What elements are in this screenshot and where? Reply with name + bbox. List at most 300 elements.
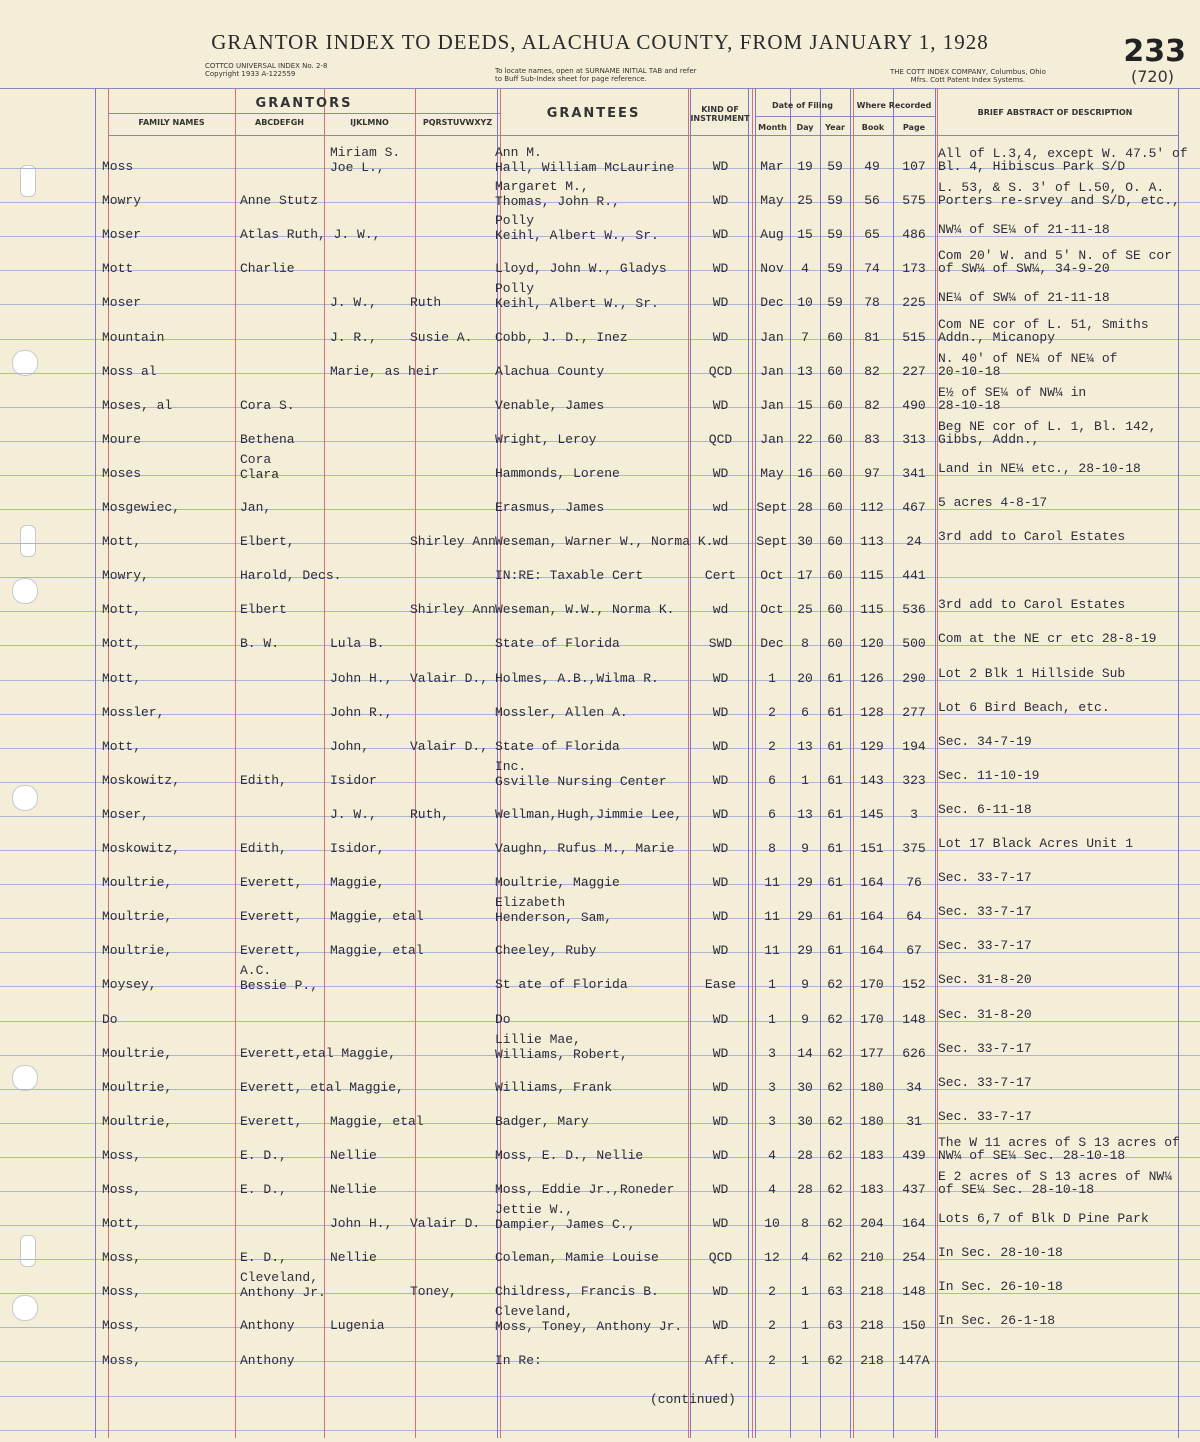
filing-month: May: [760, 466, 784, 481]
table-row: [0, 1134, 1200, 1168]
family-name: Mott: [102, 261, 134, 276]
book-number: 65: [864, 227, 880, 242]
filing-month: 2: [768, 1318, 776, 1333]
page-number-cell: 34: [906, 1080, 922, 1095]
table-row: [0, 213, 1200, 247]
book-number: 78: [864, 295, 880, 310]
book-number: 164: [860, 875, 884, 890]
book-number: 82: [864, 364, 880, 379]
family-name: Mott,: [102, 636, 142, 651]
filing-year: 62: [827, 1148, 843, 1163]
instrument-kind: WD: [712, 705, 729, 720]
rule-line: [108, 135, 1178, 136]
grantee-name: Do: [495, 1012, 511, 1027]
filing-year: 59: [827, 261, 843, 276]
page-number-cell: 31: [906, 1114, 922, 1129]
filing-year: 60: [827, 398, 843, 413]
instrument-kind: WD: [712, 1318, 729, 1333]
company-note: THE COTT INDEX COMPANY, Columbus, Ohio Mfrs. Cott Patent Index Systems.: [890, 68, 1046, 84]
header-where-recorded: Where Recorded: [856, 101, 932, 110]
abstract-description: N. 40' of NE¼ of NE¼ of 20-10-18: [938, 351, 1118, 379]
filing-day: 13: [797, 364, 813, 379]
grantor-ijklmno: John H.,: [330, 671, 393, 686]
grantor-abcdefgh: Everett,: [240, 909, 303, 924]
family-name: Mott,: [102, 534, 142, 549]
grantor-ijklmno: Isidor,: [330, 841, 385, 856]
book-number: 164: [860, 909, 884, 924]
table-row: [0, 384, 1200, 418]
filing-year: 61: [827, 739, 843, 754]
filing-year: 63: [827, 1284, 843, 1299]
book-number: 210: [860, 1250, 884, 1265]
grantee-name: Ann M. Hall, William McLaurine: [495, 145, 675, 175]
filing-year: 62: [827, 977, 843, 992]
family-name: Moser: [102, 295, 142, 310]
grantee-name: Wright, Leroy: [495, 432, 597, 447]
grantor-ijklmno: John R.,: [330, 705, 393, 720]
filing-month: 4: [768, 1182, 776, 1197]
book-number: 128: [860, 705, 884, 720]
table-row: [0, 554, 1200, 588]
page-number: 233: [1123, 34, 1186, 69]
grantee-name: IN:RE: Taxable Cert: [495, 568, 644, 583]
instrument-kind: WD: [712, 227, 729, 242]
instrument-kind: QCD: [708, 432, 733, 447]
filing-month: 1: [768, 1012, 776, 1027]
grantor-abcdefgh: Bethena: [240, 432, 295, 447]
family-name: Moultrie,: [102, 1080, 173, 1095]
grantor-ijklmno: Marie, as heir: [330, 364, 440, 379]
filing-month: Oct: [760, 568, 784, 583]
filing-year: 59: [827, 295, 843, 310]
grantor-pqrstuvwxyz: Valair D.,: [410, 671, 489, 686]
filing-year: 62: [827, 1012, 843, 1027]
book-number: 56: [864, 193, 880, 208]
family-name: Moser,: [102, 807, 149, 822]
abstract-description: L. 53, & S. 3' of L.50, O. A. Porters re-srvey and S/D, etc.,: [938, 180, 1180, 208]
instrument-kind: WD: [712, 1182, 729, 1197]
instrument-kind: Ease: [704, 977, 737, 992]
abstract-description: Sec. 11-10-19: [938, 768, 1040, 783]
filing-year: 60: [827, 500, 843, 515]
filing-year: 60: [827, 636, 843, 651]
filing-month: Jan: [760, 330, 784, 345]
filing-month: Mar: [760, 159, 784, 174]
instrument-kind: wd: [712, 602, 729, 617]
filing-year: 61: [827, 705, 843, 720]
page-number-cell: 148: [902, 1284, 926, 1299]
table-row: [0, 247, 1200, 281]
abstract-description: In Sec. 28-10-18: [938, 1245, 1063, 1260]
page-number-cell: 227: [902, 364, 926, 379]
instrument-kind: WD: [712, 1114, 729, 1129]
filing-month: 1: [768, 671, 776, 686]
filing-day: 30: [797, 1080, 813, 1095]
instrument-kind: WD: [712, 1216, 729, 1231]
grantor-abcdefgh: E. D.,: [240, 1148, 287, 1163]
filing-day: 8: [801, 636, 809, 651]
table-row: [0, 145, 1200, 179]
filing-month: 6: [768, 807, 776, 822]
family-name: Mott,: [102, 671, 142, 686]
header-grantors: GRANTORS: [255, 96, 353, 111]
filing-day: 9: [801, 1012, 809, 1027]
filing-year: 62: [827, 1114, 843, 1129]
abstract-description: Lot 2 Blk 1 Hillside Sub: [938, 666, 1126, 681]
filing-month: 3: [768, 1114, 776, 1129]
grantee-name: Moultrie, Maggie: [495, 875, 620, 890]
grantee-name: Weseman, W.W., Norma K.: [495, 602, 675, 617]
family-name: Mossler,: [102, 705, 165, 720]
grantee-name: Cobb, J. D., Inez: [495, 330, 628, 345]
grantor-abcdefgh: Elbert,: [240, 534, 295, 549]
filing-year: 60: [827, 432, 843, 447]
table-row: [0, 998, 1200, 1032]
header-kind: KIND OF INSTRUMENT: [690, 105, 750, 123]
table-row: [0, 657, 1200, 691]
filing-day: 9: [801, 977, 809, 992]
grantee-name: Vaughn, Rufus M., Marie: [495, 841, 675, 856]
filing-month: Sept: [756, 534, 788, 549]
filing-day: 29: [797, 943, 813, 958]
grantor-pqrstuvwxyz: Shirley Ann: [410, 602, 496, 617]
family-name: Mowry: [102, 193, 142, 208]
filing-month: Dec: [760, 295, 784, 310]
family-name: Moultrie,: [102, 1114, 173, 1129]
grantor-ijklmno: Nellie: [330, 1148, 377, 1163]
table-row: [0, 929, 1200, 963]
filing-day: 10: [797, 295, 813, 310]
page-number-cell: 76: [906, 875, 922, 890]
filing-day: 22: [797, 432, 813, 447]
abstract-description: Sec. 33-7-17: [938, 1041, 1032, 1056]
grantee-name: Williams, Frank: [495, 1080, 613, 1095]
grantor-abcdefgh: Everett, etal Maggie,: [240, 1080, 404, 1095]
family-name: Moses, al: [102, 398, 173, 413]
family-name: Mountain: [102, 330, 165, 345]
page-number-cell: 626: [902, 1046, 926, 1061]
grantor-ijklmno: John H.,: [330, 1216, 393, 1231]
book-number: 170: [860, 977, 884, 992]
book-number: 218: [860, 1353, 884, 1368]
table-row: [0, 895, 1200, 929]
instrument-kind: WD: [712, 841, 729, 856]
filing-month: Dec: [760, 636, 784, 651]
book-number: 82: [864, 398, 880, 413]
instrument-kind: WD: [712, 1012, 729, 1027]
header-year: Year: [825, 123, 845, 132]
instrument-kind: QCD: [708, 1250, 733, 1265]
abstract-description: The W 11 acres of S 13 acres of NW¼ of SE¼ Sec. 28-10-18: [938, 1135, 1180, 1163]
filing-month: 2: [768, 1284, 776, 1299]
grantor-ijklmno: Maggie, etal: [330, 943, 424, 958]
instrument-kind: WD: [712, 1148, 729, 1163]
page-number-cell: 225: [902, 295, 926, 310]
grantor-abcdefgh: E. D.,: [240, 1182, 287, 1197]
page-number-alt: (720): [1130, 67, 1174, 86]
page-number-cell: 575: [902, 193, 926, 208]
family-name: Moses: [102, 466, 142, 481]
book-number: 164: [860, 943, 884, 958]
filing-day: 29: [797, 875, 813, 890]
grantee-name: Lloyd, John W., Gladys: [495, 261, 667, 276]
table-row: [0, 1270, 1200, 1304]
grantee-name: St ate of Florida: [495, 977, 628, 992]
family-name: Moultrie,: [102, 875, 173, 890]
filing-year: 61: [827, 807, 843, 822]
book-number: 129: [860, 739, 884, 754]
grantee-name: Weseman, Warner W., Norma K.: [495, 534, 714, 549]
filing-month: 10: [764, 1216, 780, 1231]
abstract-description: E 2 acres of S 13 acres of NW¼ of SE¼ Sec. 28-10-18: [938, 1169, 1173, 1197]
filing-year: 60: [827, 330, 843, 345]
header-day: Day: [796, 123, 814, 132]
filing-month: 4: [768, 1148, 776, 1163]
header-family-names: FAMILY NAMES: [138, 118, 205, 127]
abstract-description: Sec. 31-8-20: [938, 972, 1032, 987]
abstract-description: Sec. 34-7-19: [938, 734, 1032, 749]
instrument-kind: SWD: [708, 636, 733, 651]
page-number-cell: 500: [902, 636, 926, 651]
filing-day: 15: [797, 398, 813, 413]
table-row: [0, 1032, 1200, 1066]
grantor-abcdefgh: Cora S.: [240, 398, 295, 413]
header-pqrstuvwxyz: PQRSTUVWXYZ: [422, 118, 493, 127]
filing-day: 17: [797, 568, 813, 583]
rule-line: [0, 1430, 1200, 1431]
family-name: Moskowitz,: [102, 773, 181, 788]
book-number: 177: [860, 1046, 884, 1061]
page-number-cell: 439: [902, 1148, 926, 1163]
instrument-kind: QCD: [708, 364, 733, 379]
abstract-description: Com 20' W. and 5' N. of SE cor of SW¼ of SW¼, 34-9-20: [938, 248, 1173, 276]
grantor-ijklmno: John,: [330, 739, 370, 754]
table-row: [0, 486, 1200, 520]
family-name: Moultrie,: [102, 943, 173, 958]
filing-year: 61: [827, 841, 843, 856]
filing-day: 19: [797, 159, 813, 174]
page-number-cell: 341: [902, 466, 926, 481]
page-number-cell: 277: [902, 705, 926, 720]
book-number: 115: [860, 602, 884, 617]
instrument-kind: WD: [712, 261, 729, 276]
table-row: [0, 1066, 1200, 1100]
instrument-kind: WD: [712, 1046, 729, 1061]
filing-day: 30: [797, 534, 813, 549]
table-row: [0, 316, 1200, 350]
rule-line: [0, 88, 1200, 89]
grantor-abcdefgh: Cleveland, Anthony Jr.: [240, 1270, 326, 1300]
filing-month: Nov: [760, 261, 784, 276]
grantor-abcdefgh: Atlas Ruth, J. W.,: [240, 227, 381, 242]
abstract-description: Com at the NE cr etc 28-8-19: [938, 631, 1157, 646]
table-row: [0, 179, 1200, 213]
filing-year: 62: [827, 1353, 843, 1368]
filing-month: 11: [764, 909, 780, 924]
page-number-cell: 150: [902, 1318, 926, 1333]
grantee-name: Inc. Gsville Nursing Center: [495, 759, 667, 789]
page-number-cell: 375: [902, 841, 926, 856]
filing-day: 1: [801, 1284, 809, 1299]
book-number: 218: [860, 1284, 884, 1299]
book-number: 183: [860, 1148, 884, 1163]
grantee-name: Holmes, A.B.,Wilma R.: [495, 671, 659, 686]
book-number: 113: [860, 534, 884, 549]
abstract-description: Sec. 33-7-17: [938, 938, 1032, 953]
page-number-cell: 67: [906, 943, 922, 958]
filing-day: 6: [801, 705, 809, 720]
abstract-description: 3rd add to Carol Estates: [938, 529, 1126, 544]
filing-day: 1: [801, 1353, 809, 1368]
page-number-cell: 313: [902, 432, 926, 447]
page-number-cell: 107: [902, 159, 926, 174]
grantor-pqrstuvwxyz: Toney,: [410, 1284, 457, 1299]
page-number-cell: 254: [902, 1250, 926, 1265]
filing-day: 14: [797, 1046, 813, 1061]
family-name: Mott,: [102, 602, 142, 617]
filing-month: Aug: [760, 227, 784, 242]
page-number-cell: 173: [902, 261, 926, 276]
page-number-cell: 441: [902, 568, 926, 583]
instrument-kind: WD: [712, 943, 729, 958]
grantee-name: Alachua County: [495, 364, 605, 379]
grantor-ijklmno: Maggie, etal: [330, 1114, 424, 1129]
instrument-kind: Aff.: [704, 1353, 737, 1368]
table-row: [0, 281, 1200, 315]
table-row: [0, 725, 1200, 759]
filing-day: 8: [801, 1216, 809, 1231]
grantor-abcdefgh: E. D.,: [240, 1250, 287, 1265]
family-name: Mosgewiec,: [102, 500, 181, 515]
table-row: [0, 588, 1200, 622]
filing-month: 12: [764, 1250, 780, 1265]
abstract-description: Sec. 33-7-17: [938, 870, 1032, 885]
filing-day: 9: [801, 841, 809, 856]
table-row: [0, 861, 1200, 895]
page-number-cell: 467: [902, 500, 926, 515]
filing-month: 6: [768, 773, 776, 788]
grantee-name: Coleman, Mamie Louise: [495, 1250, 659, 1265]
filing-year: 60: [827, 568, 843, 583]
table-row: [0, 1304, 1200, 1338]
table-row: [0, 418, 1200, 452]
grantor-abcdefgh: Edith,: [240, 773, 287, 788]
instrument-kind: WD: [712, 398, 729, 413]
family-name: Moss: [102, 159, 134, 174]
grantee-name: Venable, James: [495, 398, 605, 413]
instrument-kind: WD: [712, 671, 729, 686]
abstract-description: E½ of SE¼ of NW¼ in 28-10-18: [938, 385, 1087, 413]
book-number: 218: [860, 1318, 884, 1333]
instrument-kind: WD: [712, 1284, 729, 1299]
page-number-cell: 164: [902, 1216, 926, 1231]
grantor-abcdefgh: A.C. Bessie P.,: [240, 963, 319, 993]
grantee-name: Erasmus, James: [495, 500, 605, 515]
filing-year: 61: [827, 909, 843, 924]
instructions-note: To locate names, open at SURNAME INITIAL TAB and refer to Buff Sub-Index sheet for page reference.: [495, 67, 697, 83]
family-name: Moss,: [102, 1284, 142, 1299]
grantor-abcdefgh: Cora Clara: [240, 452, 280, 482]
filing-year: 59: [827, 159, 843, 174]
abstract-description: Com NE cor of L. 51, Smiths Addn., Micanopy: [938, 317, 1149, 345]
instrument-kind: wd: [712, 534, 729, 549]
grantee-name: Cheeley, Ruby: [495, 943, 597, 958]
page-number-cell: 290: [902, 671, 926, 686]
filing-month: 11: [764, 943, 780, 958]
page-number-cell: 486: [902, 227, 926, 242]
grantor-abcdefgh: Elbert: [240, 602, 287, 617]
rule-line: [0, 1396, 1200, 1397]
filing-month: Jan: [760, 364, 784, 379]
page-number-cell: 437: [902, 1182, 926, 1197]
page-number-cell: 148: [902, 1012, 926, 1027]
family-name: Moser: [102, 227, 142, 242]
filing-month: 2: [768, 1353, 776, 1368]
header-ijklmno: IJKLMNO: [350, 118, 389, 127]
page-number-cell: 24: [906, 534, 922, 549]
abstract-description: All of L.3,4, except W. 47.5' of Bl. 4, Hibiscus Park S/D: [938, 146, 1188, 174]
grantor-abcdefgh: Everett,: [240, 943, 303, 958]
grantee-name: State of Florida: [495, 739, 620, 754]
book-number: 170: [860, 1012, 884, 1027]
grantor-abcdefgh: Anne Stutz: [240, 193, 319, 208]
table-row: [0, 1236, 1200, 1270]
filing-year: 59: [827, 193, 843, 208]
page-number-cell: 194: [902, 739, 926, 754]
filing-month: Jan: [760, 432, 784, 447]
header-month: Month: [758, 123, 787, 132]
grantor-abcdefgh: Charlie: [240, 261, 295, 276]
grantor-ijklmno: Maggie, etal: [330, 909, 424, 924]
instrument-kind: WD: [712, 773, 729, 788]
filing-month: Sept: [756, 500, 788, 515]
grantee-name: In Re:: [495, 1353, 542, 1368]
book-number: 81: [864, 330, 880, 345]
grantee-name: Cleveland, Moss, Toney, Anthony Jr.: [495, 1304, 683, 1334]
book-number: 120: [860, 636, 884, 651]
instrument-kind: WD: [712, 807, 729, 822]
filing-month: 1: [768, 977, 776, 992]
table-row: [0, 827, 1200, 861]
grantee-name: Moss, E. D., Nellie: [495, 1148, 644, 1163]
header-book: Book: [861, 123, 885, 132]
grantee-name: Badger, Mary: [495, 1114, 589, 1129]
filing-month: Oct: [760, 602, 784, 617]
filing-year: 62: [827, 1080, 843, 1095]
grantee-name: Childress, Francis B.: [495, 1284, 659, 1299]
grantor-ijklmno: J. W.,: [330, 295, 377, 310]
table-row: [0, 1339, 1200, 1373]
abstract-description: In Sec. 26-1-18: [938, 1313, 1056, 1328]
grantee-name: State of Florida: [495, 636, 620, 651]
family-name: Moss al: [102, 364, 157, 379]
grantee-name: Mossler, Allen A.: [495, 705, 628, 720]
grantee-name: Wellman,Hugh,Jimmie Lee,: [495, 807, 683, 822]
page-number-cell: 64: [906, 909, 922, 924]
family-name: Moss,: [102, 1353, 142, 1368]
filing-day: 4: [801, 261, 809, 276]
page-number-cell: 515: [902, 330, 926, 345]
book-number: 74: [864, 261, 880, 276]
table-row: [0, 759, 1200, 793]
abstract-description: In Sec. 26-10-18: [938, 1279, 1063, 1294]
filing-day: 28: [797, 500, 813, 515]
filing-day: 13: [797, 807, 813, 822]
grantor-ijklmno: Isidor: [330, 773, 377, 788]
grantee-name: Polly Keihl, Albert W., Sr.: [495, 281, 659, 311]
continued-note: (continued): [650, 1392, 736, 1407]
filing-year: 62: [827, 1046, 843, 1061]
